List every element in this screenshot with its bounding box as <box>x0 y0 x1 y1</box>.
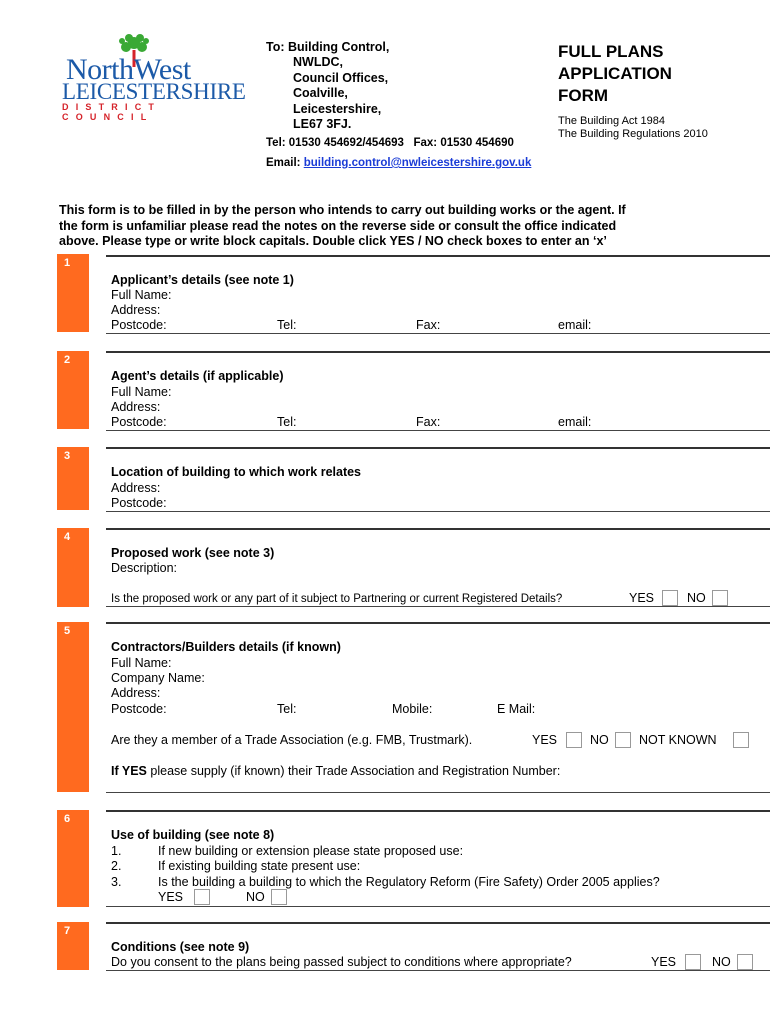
yes-label: YES <box>158 890 184 904</box>
no-label: NO <box>712 955 731 969</box>
intro-text <box>59 203 759 250</box>
if-yes-rest: please supply (if known) their Trade Association and Registration Number: <box>150 764 561 778</box>
full-name-label: Full Name: <box>111 288 172 302</box>
field-underline <box>106 511 770 512</box>
conditions-question: Do you consent to the plans being passed subject to conditions where appropriate? <box>111 955 572 969</box>
section-number: 4 <box>64 531 71 543</box>
council-address <box>266 40 389 132</box>
section-number: 6 <box>64 813 71 825</box>
no-label: NO <box>687 591 706 605</box>
form-title-line: FULL PLANS <box>558 42 664 61</box>
field-underline <box>106 333 770 334</box>
section-divider <box>106 447 770 449</box>
trade-yes-checkbox[interactable] <box>566 732 582 748</box>
field-underline <box>106 606 770 607</box>
section-divider <box>106 810 770 812</box>
logo-leicestershire-text: LEICESTERSHIRE <box>62 79 246 104</box>
address-line: Leicestershire, <box>293 101 382 116</box>
section-heading: Use of building (see note 8) <box>111 828 275 842</box>
section-heading: Proposed work (see note 3) <box>111 546 275 560</box>
field-underline <box>106 906 770 907</box>
address-line: Coalville, <box>293 86 348 101</box>
section-number-box <box>57 810 89 907</box>
fire-safety-yes-checkbox[interactable] <box>194 889 210 905</box>
list-item-number: 3. <box>111 875 122 889</box>
section-number-box <box>57 528 89 607</box>
section-heading: Conditions (see note 9) <box>111 940 250 954</box>
description-label: Description: <box>111 561 177 575</box>
logo-north-text: North <box>66 53 134 86</box>
email-label: email: <box>558 318 592 332</box>
logo-west-text: West <box>133 53 191 86</box>
section-number: 2 <box>64 354 71 366</box>
act-1984: The Building Act 1984 <box>558 115 666 127</box>
yes-label: YES <box>532 733 558 747</box>
field-underline <box>106 792 770 793</box>
regs-2010: The Building Regulations 2010 <box>558 128 708 140</box>
section-number: 7 <box>64 925 71 937</box>
section-number-box <box>57 254 89 332</box>
fax-label: Fax: <box>416 318 441 332</box>
tel-label: Tel: <box>277 415 297 429</box>
fax-label: Fax: <box>416 415 441 429</box>
email-link[interactable]: building.control@nwleicestershire.gov.uk <box>303 157 532 169</box>
logo-district-council-text: DISTRICT COUNCIL <box>62 102 162 122</box>
postcode-label: Postcode: <box>111 415 167 429</box>
address-label: Address: <box>111 303 161 317</box>
section-heading: Agent’s details (if applicable) <box>111 369 284 383</box>
no-label: NO <box>590 733 609 747</box>
section-heading: Applicant’s details (see note 1) <box>111 273 294 287</box>
section-divider <box>106 528 770 530</box>
tel-label: Tel: <box>277 702 297 716</box>
conditions-no-checkbox[interactable] <box>737 954 753 970</box>
section-heading: Location of building to which work relates <box>111 465 362 479</box>
intro-line: above. Please type or write block capitals. Double click YES / NO check boxes to enter an ‘x’ <box>59 234 607 248</box>
section-divider <box>106 351 770 353</box>
form-title-line: FORM <box>558 86 609 105</box>
list-item: If new building or extension please state proposed use: <box>158 844 464 858</box>
address-line: NWLDC, <box>293 55 343 70</box>
section-divider <box>106 255 770 257</box>
postcode-label: Postcode: <box>111 318 167 332</box>
section-heading: Contractors/Builders details (if known) <box>111 640 341 654</box>
trade-not-known-checkbox[interactable] <box>733 732 749 748</box>
section-number-box <box>57 622 89 792</box>
list-item-number: 2. <box>111 859 122 873</box>
section-number: 1 <box>64 257 71 269</box>
list-item-number: 1. <box>111 844 122 858</box>
company-name-label: Company Name: <box>111 671 205 685</box>
email-line <box>266 156 531 171</box>
address-line: LE67 3FJ. <box>293 117 352 132</box>
council-logo <box>62 33 252 122</box>
form-title <box>558 41 672 107</box>
field-underline <box>106 430 770 431</box>
if-yes-bold: If YES <box>111 764 147 778</box>
yes-label: YES <box>629 591 655 605</box>
tel-label: Tel: <box>277 318 297 332</box>
conditions-yes-checkbox[interactable] <box>685 954 701 970</box>
partnering-question: Is the proposed work or any part of it subject to Partnering or current Registered Details? <box>111 593 563 605</box>
no-label: NO <box>246 890 265 904</box>
section-divider <box>106 922 770 924</box>
yes-label: YES <box>651 955 677 969</box>
section-number-box <box>57 351 89 429</box>
tel-fax: Tel: 01530 454692/454693 Fax: 01530 454690 <box>266 137 514 149</box>
trade-no-checkbox[interactable] <box>615 732 631 748</box>
section-number-box <box>57 922 89 970</box>
form-title-line: APPLICATION <box>558 64 672 83</box>
field-underline <box>106 970 770 971</box>
address-label: Address: <box>111 481 161 495</box>
section-number: 3 <box>64 450 71 462</box>
partnering-no-checkbox[interactable] <box>712 590 728 606</box>
section-number-box <box>57 447 89 510</box>
email-label: E Mail: <box>497 702 536 716</box>
partnering-yes-checkbox[interactable] <box>662 590 678 606</box>
email-label: email: <box>558 415 592 429</box>
list-item: Is the building a building to which the Regulatory Reform (Fire Safety) Order 2005 applies? <box>158 875 660 889</box>
legislation <box>558 115 708 141</box>
not-known-label: NOT KNOWN <box>639 733 717 747</box>
trade-registration-prompt <box>111 764 560 779</box>
address-label: Address: <box>111 686 161 700</box>
list-item: If existing building state present use: <box>158 859 361 873</box>
trade-association-question: Are they a member of a Trade Association (e.g. FMB, Trustmark). <box>111 733 473 747</box>
full-name-label: Full Name: <box>111 656 172 670</box>
address-line: Council Offices, <box>293 70 389 85</box>
postcode-label: Postcode: <box>111 702 167 716</box>
postcode-label: Postcode: <box>111 496 167 510</box>
intro-line: the form is unfamiliar please read the notes on the reverse side or consult the office indicated <box>59 218 617 233</box>
section-number: 5 <box>64 625 71 637</box>
fire-safety-no-checkbox[interactable] <box>271 889 287 905</box>
section-divider <box>106 622 770 624</box>
mobile-label: Mobile: <box>392 702 433 716</box>
intro-line: This form is to be filled in by the person who intends to carry out building works or the agent. If <box>59 203 626 217</box>
email-label: Email: <box>266 157 301 169</box>
full-name-label: Full Name: <box>111 385 172 399</box>
address-line: To: Building Control, <box>266 40 390 54</box>
address-label: Address: <box>111 400 161 414</box>
